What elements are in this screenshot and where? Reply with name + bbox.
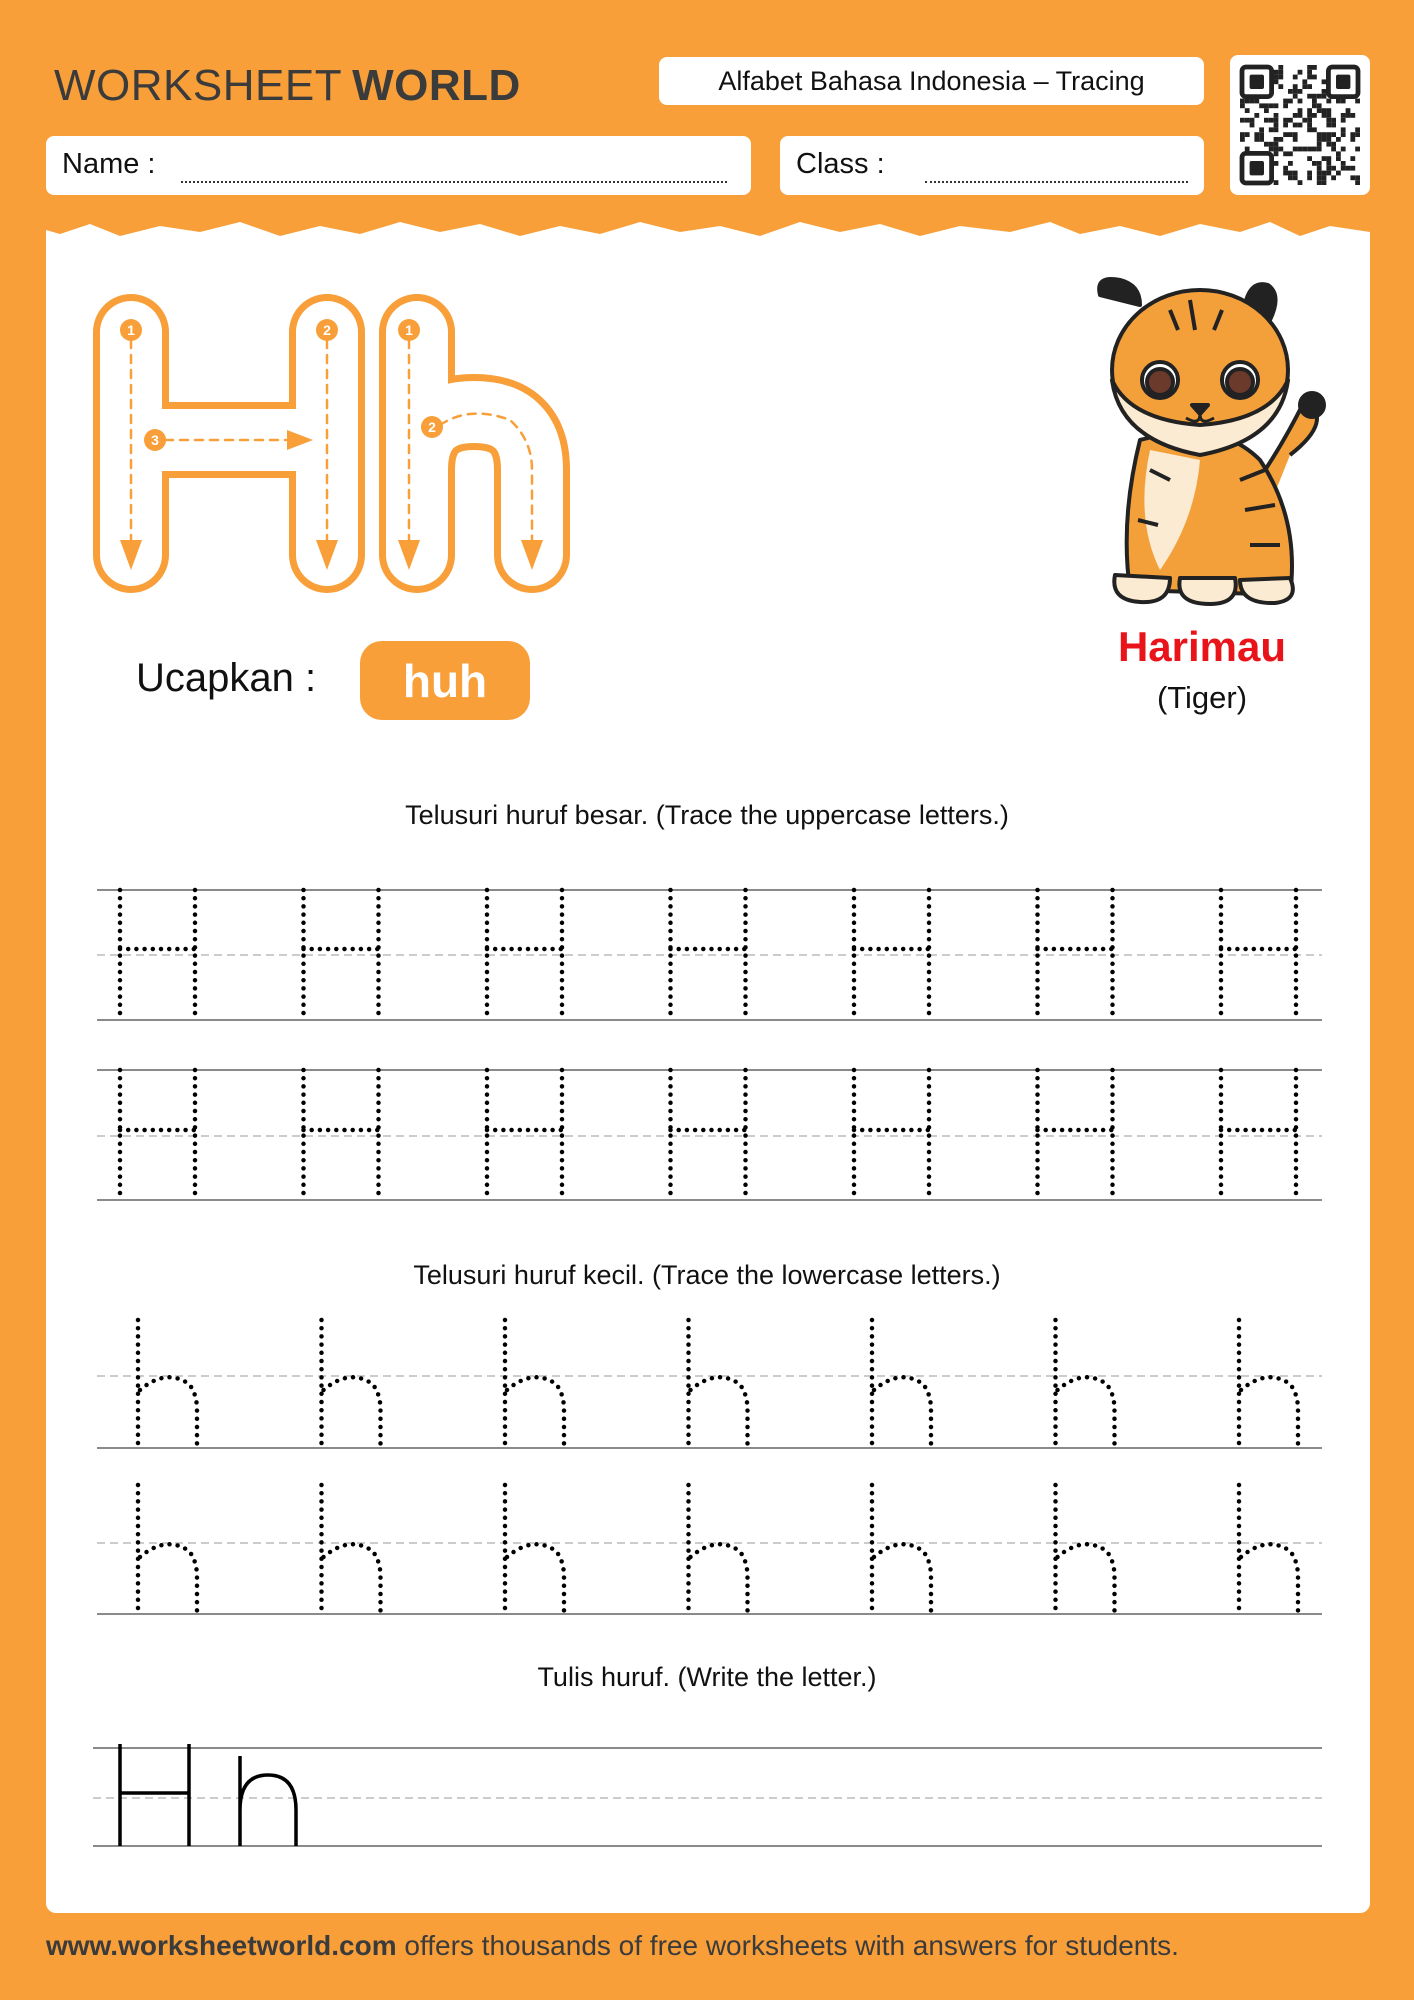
stroke-number: 3 [151,432,159,448]
solid-lowercase-h-example [240,1756,296,1846]
dotted-uppercase-h [304,1070,379,1200]
dotted-uppercase-h [1221,1070,1296,1200]
dotted-lowercase-h [689,1320,748,1448]
dotted-lowercase-h [322,1320,381,1448]
write-instruction: Tulis huruf. (Write the letter.) [537,1662,877,1692]
stroke-number: 2 [428,419,436,435]
footer-link[interactable]: www.worksheetworld.com [46,1930,397,1961]
dotted-uppercase-h [1038,1070,1113,1200]
uppercase-instruction: Telusuri huruf besar. (Trace the uppercase letters.) [405,800,1009,830]
dotted-uppercase-h [487,890,562,1020]
dotted-lowercase-h [1239,1485,1298,1614]
lowercase-instruction: Telusuri huruf kecil. (Trace the lowercase letters.) [413,1260,1001,1290]
dotted-lowercase-h [138,1320,197,1448]
dotted-uppercase-h [304,890,379,1020]
dotted-lowercase-h [872,1320,931,1448]
dotted-uppercase-h [120,1070,195,1200]
stroke-number: 1 [405,322,413,338]
dotted-uppercase-h [854,1070,929,1200]
footer-text: offers thousands of free worksheets with answers for students. [396,1930,1179,1961]
dotted-lowercase-h [1056,1485,1115,1614]
stroke-number: 2 [323,322,331,338]
dotted-lowercase-h [505,1485,564,1614]
animal-name: Harimau [1117,623,1287,670]
name-label: Name : [62,148,156,180]
dotted-lowercase-h [138,1485,197,1614]
pronunciation-badge: huh [360,641,530,720]
class-label: Class : [796,148,885,180]
dotted-lowercase-h [1239,1320,1298,1448]
pronounce-label: Ucapkan : [136,656,317,700]
footer [46,1930,1179,1962]
dotted-lowercase-h [505,1320,564,1448]
brand-name-bold: WORLD [352,61,521,110]
stroke-number: 1 [127,322,135,338]
dotted-lowercase-h [322,1485,381,1614]
dotted-lowercase-h [689,1485,748,1614]
dotted-lowercase-h [1056,1320,1115,1448]
worksheet-title: Alfabet Bahasa Indonesia – Tracing [659,57,1204,105]
animal-translation: (Tiger) [1156,680,1248,715]
solid-uppercase-h-example [120,1744,189,1846]
brand-name-light: WORKSHEET [54,61,343,110]
dotted-uppercase-h [487,1070,562,1200]
dotted-uppercase-h [671,1070,746,1200]
dotted-lowercase-h [872,1485,931,1614]
dotted-uppercase-h [120,890,195,1020]
